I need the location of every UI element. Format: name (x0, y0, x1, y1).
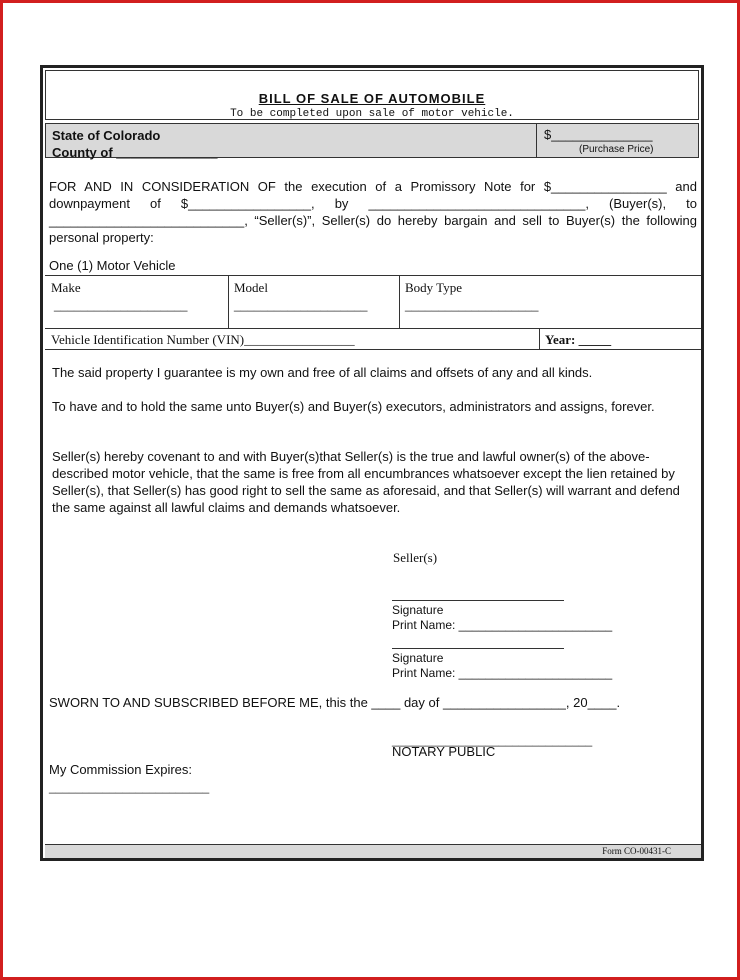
title-box (45, 70, 699, 120)
year-field[interactable]: Year: _____ (545, 332, 612, 347)
hold-paragraph: To have and to hold the same unto Buyer(s) and Buyer(s) executors, administrators and assigns, forever. (52, 399, 655, 414)
model-label: Model (234, 280, 268, 295)
vin-row (45, 330, 701, 350)
state-line: State of Colorado (52, 128, 161, 143)
seller-signature-line-1[interactable] (392, 600, 564, 601)
body-type-label: Body Type (405, 280, 462, 295)
sellers-label: Seller(s) (393, 550, 438, 565)
vin-field[interactable]: Vehicle Identification Number (VIN)_________________ (51, 332, 355, 347)
county-field[interactable]: County of ______________ (52, 145, 218, 160)
form-id: Form CO-00431-C (602, 846, 671, 856)
commission-expires-label: My Commission Expires: (49, 762, 193, 777)
price-divider (536, 124, 537, 157)
notary-public-label: NOTARY PUBLIC (392, 744, 496, 759)
notary-signature-line[interactable]: ______________________________ (392, 733, 593, 747)
body-type-field[interactable]: ____________________ (405, 298, 539, 312)
guarantee-paragraph: The said property I guarantee is my own and free of all claims and offsets of any and all kinds. (52, 365, 593, 380)
jurisdiction-cell (52, 127, 217, 161)
commission-expires-field[interactable]: ________________________ (49, 780, 210, 794)
make-label: Make (51, 280, 81, 295)
signature-label: Signature (392, 603, 444, 617)
column-divider (399, 276, 400, 328)
vehicle-label: One (1) Motor Vehicle (49, 258, 176, 273)
model-field[interactable]: ____________________ (234, 298, 368, 312)
covenant-paragraph: Seller(s) hereby covenant to and with Buyer(s)that Seller(s) is the true and lawful owner(s) of the above-described motor vehicle, that the same is free from all encumbrances whatsoever except the lien retained by Seller(s), that Seller(s) has good right to sell the same as aforesaid, and that Seller(s) will warrant and defend the same against all lawful claims and demands whatsoever. (52, 449, 680, 515)
footer-bar (45, 844, 701, 858)
jurisdiction-row (45, 123, 699, 158)
purchase-price-caption: (Purchase Price) (579, 144, 654, 155)
bill-of-sale-form (40, 65, 704, 861)
consideration-paragraph: FOR AND IN CONSIDERATION OF the execution of a Promissory Note for $________________ and downpayment of $_________________, by ______________________________, (Buyer(s), to ___________________________, “Seller(s)”, Seller(s) do hereby bargain and sell to Buyer(s) the following personal property: (49, 179, 697, 245)
column-divider (228, 276, 229, 328)
print-name-field[interactable]: Print Name: _______________________ (392, 666, 613, 680)
form-title: BILL OF SALE OF AUTOMOBILE (258, 91, 486, 106)
form-subtitle: To be completed upon sale of motor vehicle. (230, 108, 514, 120)
sworn-statement: SWORN TO AND SUBSCRIBED BEFORE ME, this the ____ day of _________________, 20____. (49, 695, 621, 710)
seller-signature-block-2 (392, 651, 612, 681)
print-name-field[interactable]: Print Name: _______________________ (392, 618, 613, 632)
seller-signature-block-1 (392, 603, 612, 633)
purchase-price-field[interactable]: $______________ (544, 127, 653, 142)
vehicle-table (45, 275, 701, 329)
make-field[interactable]: ____________________ (54, 298, 188, 312)
signature-label: Signature (392, 651, 444, 665)
seller-signature-line-2[interactable] (392, 648, 564, 649)
year-divider (539, 329, 540, 349)
